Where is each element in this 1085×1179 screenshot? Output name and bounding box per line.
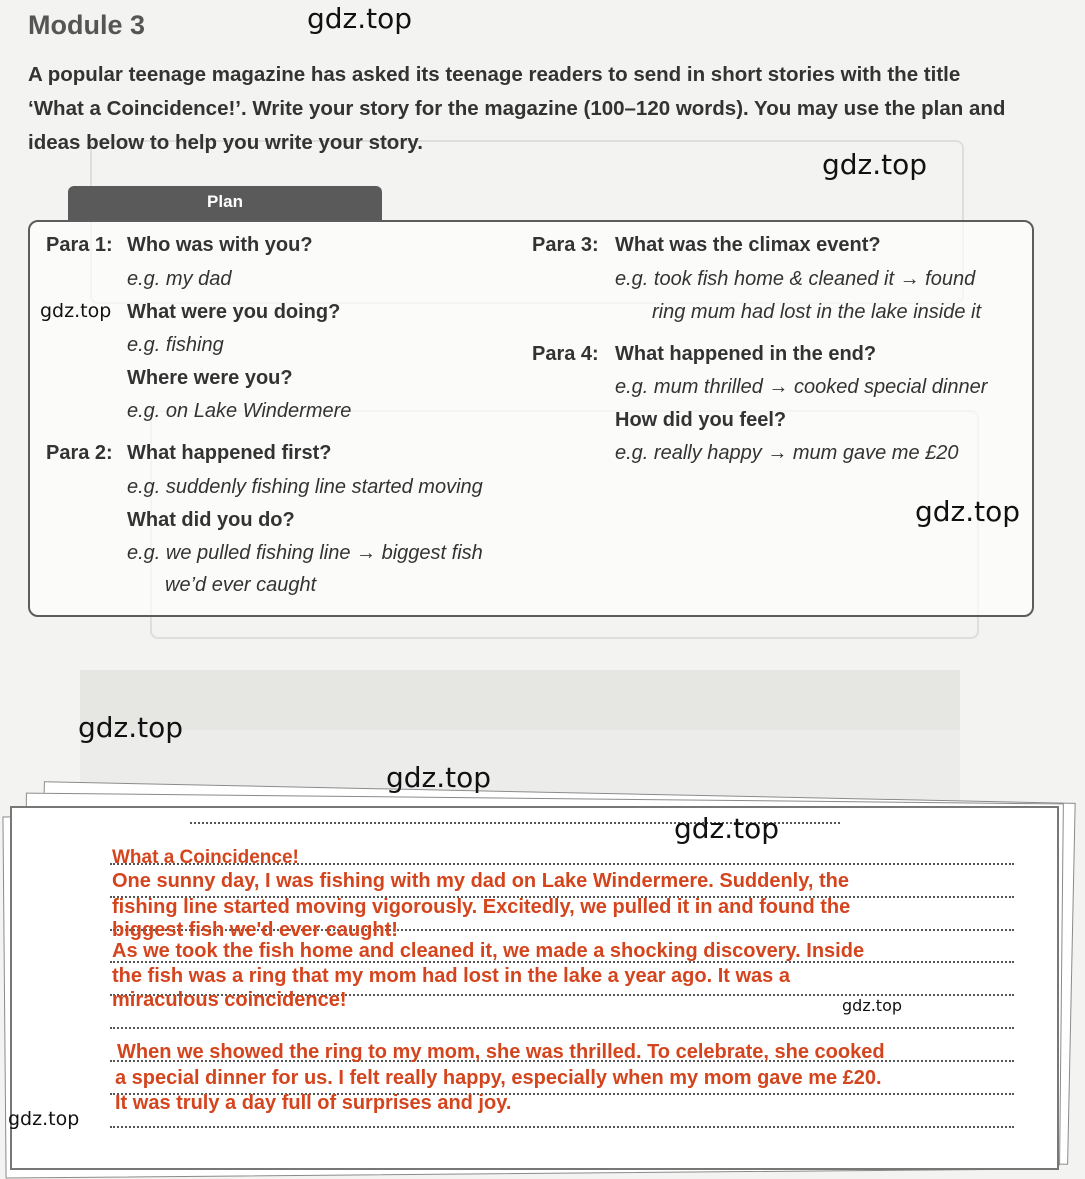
- watermark: gdz.top: [674, 812, 780, 845]
- ghost-band-1: [80, 670, 960, 730]
- story-line: biggest fish we'd ever caught!: [112, 919, 398, 941]
- watermark: gdz.top: [40, 300, 112, 322]
- para4-question-2: How did you feel?: [615, 409, 787, 431]
- task-instructions: [28, 58, 1058, 160]
- para2-example-2a: e.g. we pulled fishing line → biggest fish: [127, 542, 483, 564]
- watermark: gdz.top: [8, 1108, 80, 1130]
- story-line: the fish was a ring that my mom had lost in the lake a year ago. It was a: [112, 965, 790, 987]
- para2-question-2: What did you do?: [127, 509, 295, 531]
- para4-example-2: e.g. really happy → mum gave me £20: [615, 442, 959, 464]
- instruction-line: ideas below to help you write your story.: [28, 131, 423, 154]
- para1-label: Para 1:: [46, 234, 113, 256]
- story-line: fishing line started moving vigorously. Excitedly, we pulled it in and found the: [112, 896, 851, 918]
- para1-question-2: What were you doing?: [127, 301, 341, 323]
- para1-example-2: e.g. fishing: [127, 334, 224, 356]
- para1-example-1: e.g. my dad: [127, 268, 232, 290]
- para2-example-1: e.g. suddenly fishing line started moving: [127, 476, 483, 498]
- para4-example-1: e.g. mum thrilled → cooked special dinner: [615, 376, 988, 398]
- para2-example-2b: we’d ever caught: [165, 574, 317, 596]
- para1-question-1: Who was with you?: [127, 234, 313, 256]
- story-line: miraculous coincidence!: [112, 989, 347, 1011]
- watermark: gdz.top: [386, 761, 492, 794]
- para1-question-3: Where were you?: [127, 367, 293, 389]
- story-line: One sunny day, I was fishing with my dad on Lake Windermere. Suddenly, the: [112, 870, 849, 892]
- watermark: gdz.top: [307, 2, 413, 35]
- watermark: gdz.top: [822, 148, 928, 181]
- writing-line: [110, 1126, 1014, 1128]
- instruction-line: A popular teenage magazine has asked its teenage readers to send in short stories with the title: [28, 63, 961, 86]
- watermark: gdz.top: [78, 711, 184, 744]
- instruction-line: ‘What a Coincidence!’. Write your story for the magazine (100–120 words). You may use the plan and: [28, 97, 1006, 120]
- para4-question-1: What happened in the end?: [615, 343, 877, 365]
- story-line: It was truly a day full of surprises and joy.: [115, 1092, 512, 1114]
- para3-example-1b: ring mum had lost in the lake inside it: [652, 301, 982, 323]
- plan-box: [28, 220, 1034, 617]
- para3-example-1a: e.g. took fish home & cleaned it → found: [615, 268, 976, 290]
- story-line: a special dinner for us. I felt really happy, especially when my mom gave me £20.: [115, 1067, 882, 1089]
- watermark: gdz.top: [842, 996, 903, 1015]
- para4-label: Para 4:: [532, 343, 599, 365]
- story-title: What a Coincidence!: [112, 847, 299, 868]
- para3-label: Para 3:: [532, 234, 599, 256]
- para2-label: Para 2:: [46, 442, 113, 464]
- story-line: When we showed the ring to my mom, she was thrilled. To celebrate, she cooked: [117, 1041, 885, 1063]
- writing-line: [110, 1027, 1014, 1029]
- story-line: As we took the fish home and cleaned it, we made a shocking discovery. Inside: [112, 940, 865, 962]
- para2-question-1: What happened first?: [127, 442, 332, 464]
- para3-question-1: What was the climax event?: [615, 234, 881, 256]
- para1-example-3: e.g. on Lake Windermere: [127, 400, 352, 422]
- module-title: Module 3: [28, 10, 146, 40]
- plan-tab: Plan: [68, 186, 382, 222]
- watermark: gdz.top: [915, 495, 1021, 528]
